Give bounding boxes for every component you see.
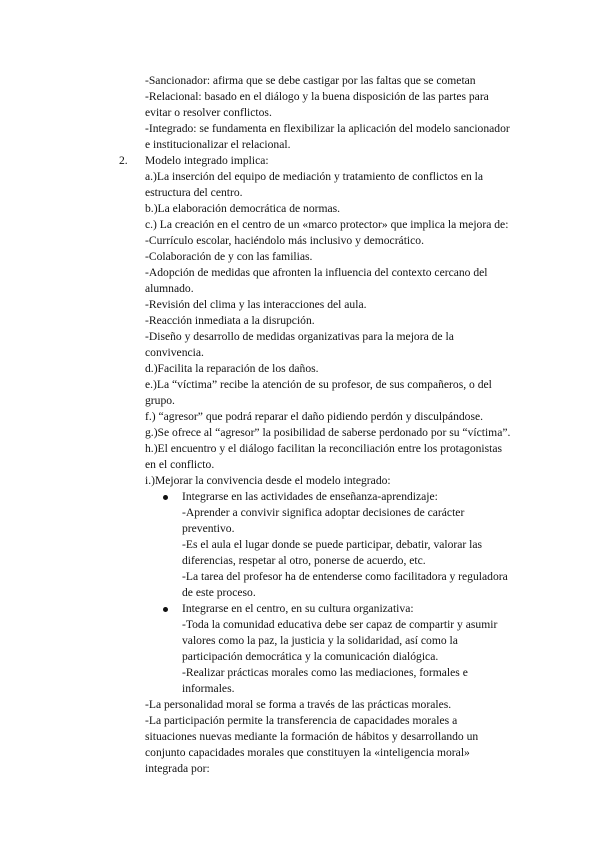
text-line: -Revisión del clima y las interacciones del aula.	[145, 298, 367, 311]
bullet-title: Integrarse en las actividades de enseñanza-aprendizaje:	[182, 490, 438, 503]
text-line: en el conflicto.	[145, 458, 215, 471]
text-line: -Toda la comunidad educativa debe ser capaz de compartir y asumir	[182, 618, 498, 631]
text-line: grupo.	[145, 394, 175, 407]
list-number: 2.	[119, 154, 128, 167]
text-line: preventivo.	[182, 522, 235, 535]
text-line: f.) “agresor” que podrá reparar el daño pidiendo perdón y disculpándose.	[145, 410, 484, 423]
text-line: b.)La elaboración democrática de normas.	[145, 202, 341, 215]
text-line: conjunto capacidades morales que constituyen la «inteligencia moral»	[145, 746, 470, 759]
text-line: -La personalidad moral se forma a través de las prácticas morales.	[145, 698, 452, 711]
bullet-title: Integrarse en el centro, en su cultura organizativa:	[182, 602, 414, 615]
text-line: -Sancionador: afirma que se debe castigar por las faltas que se cometan	[145, 74, 476, 87]
text-line: -Realizar prácticas morales como las mediaciones, formales e	[182, 666, 468, 679]
text-line: convivencia.	[145, 346, 204, 359]
text-line: diferencias, respetar al otro, ponerse de acuerdo, etc.	[182, 554, 426, 567]
text-line: -Adopción de medidas que afronten la influencia del contexto cercano del	[145, 266, 488, 279]
text-line: participación democrática y la comunicación dialógica.	[182, 650, 439, 663]
section-heading: Modelo integrado implica:	[145, 154, 269, 167]
bullet-icon	[163, 607, 168, 612]
text-line: -Es el aula el lugar donde se puede participar, debatir, valorar las	[182, 538, 483, 551]
text-line: h.)El encuentro y el diálogo facilitan la reconciliación entre los protagonistas	[145, 442, 503, 455]
text-line: -Relacional: basado en el diálogo y la buena disposición de las partes para	[145, 90, 489, 103]
text-line: -Reacción inmediata a la disrupción.	[145, 314, 315, 327]
text-line: alumnado.	[145, 282, 194, 295]
text-line: integrada por:	[145, 762, 210, 775]
text-line: -La tarea del profesor ha de entenderse como facilitadora y reguladora	[182, 570, 508, 583]
text-line: -Currículo escolar, haciéndolo más inclusivo y democrático.	[145, 234, 424, 247]
text-line: situaciones nuevas mediante la formación de hábitos y desarrollando un	[145, 730, 479, 743]
text-line: c.) La creación en el centro de un «marco protector» que implica la mejora de:	[145, 218, 509, 231]
text-line: evitar o resolver conflictos.	[145, 106, 272, 119]
text-line: i.)Mejorar la convivencia desde el modelo integrado:	[145, 474, 391, 487]
text-line: -Colaboración de y con las familias.	[145, 250, 313, 263]
text-line: e institucionalizar el relacional.	[145, 138, 291, 151]
bullet-icon	[163, 495, 168, 500]
text-line: e.)La “víctima” recibe la atención de su profesor, de sus compañeros, o del	[145, 378, 492, 391]
text-line: -La participación permite la transferencia de capacidades morales a	[145, 714, 458, 727]
text-line: g.)Se ofrece al “agresor” la posibilidad de saberse perdonado por su “víctima”.	[145, 426, 511, 439]
text-line: -Diseño y desarrollo de medidas organizativas para la mejora de la	[145, 330, 454, 343]
text-line: -Integrado: se fundamenta en flexibilizar la aplicación del modelo sancionador	[145, 122, 510, 135]
text-line: -Aprender a convivir significa adoptar decisiones de carácter	[182, 506, 465, 519]
text-line: d.)Facilita la reparación de los daños.	[145, 362, 319, 375]
text-line: estructura del centro.	[145, 186, 243, 199]
text-line: de este proceso.	[182, 586, 256, 599]
text-line: informales.	[182, 682, 235, 695]
text-line: a.)La inserción del equipo de mediación y tratamiento de conflictos en la	[145, 170, 484, 183]
text-line: valores como la paz, la justicia y la solidaridad, así como la	[182, 634, 458, 647]
